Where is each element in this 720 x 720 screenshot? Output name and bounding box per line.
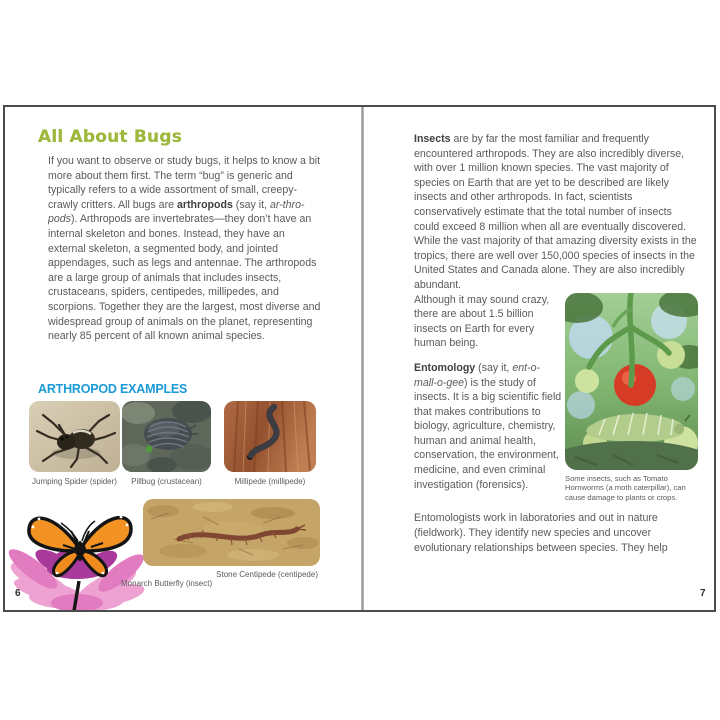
section-heading: ARTHROPOD EXAMPLES <box>38 382 188 396</box>
page-title: All About Bugs <box>38 127 183 147</box>
jumping-spider-illustration <box>29 401 120 472</box>
intro-bold-term: arthropods <box>176 198 233 211</box>
entomology-pronunciation: ent-o-mall-o-gee <box>414 361 540 389</box>
intro-pronunciation: ar-thro-pods <box>48 198 305 226</box>
page-number-right: 7 <box>700 588 706 599</box>
entomology-seg1: (say it, <box>475 361 513 374</box>
caption-monarch-butterfly: Monarch Butterfly (insect) <box>121 579 213 588</box>
intro-seg3: ). Arthropods are invertebrates—they don’t have an internal skeleton and bones. Instead, they have an external skeleton, a segmented body, and jointed appendages, such as legs and antennae. The arthropods are a large group of animals that includes insects, crustaceans, spiders, centipedes, millipedes, and scorpions. Together they are the largest, most diverse and widespread group of animals on the planet, representing nearly 85 percent of all known animal species. <box>48 213 321 343</box>
insects-lead-term: Insects <box>414 133 451 145</box>
monarch-butterfly-illustration <box>3 489 157 612</box>
insects-seg1: are by far the most familiar and frequently encountered arthropods. They are also incredibly diverse, with over 1 million known species. The vast majority of species on Earth that are yet to be described are likely insects and other arthropods. In fact, scientists conservatively estimate that the total number of insects could exceed 8 million when all are eventually discovered. While the vast majority of that amazing diversity exists in the tropics, there are well over 150,000 species of insects in the United States and Canada alone. They are also incredibly abundant. <box>414 133 697 291</box>
entomology-seg2: ) is the study of insects. It is a big scientific field that makes contributions to biology, agriculture, chemistry, human and animal health, conservation, the environment, medicine, and even criminal investigation (forensics). <box>414 376 562 491</box>
tomato-hornworm-illustration <box>565 293 698 470</box>
intro-paragraph <box>48 154 322 344</box>
millipede-photo <box>224 401 316 472</box>
caption-stone-centipede: Stone Centipede (centipede) <box>216 570 318 579</box>
entomology-paragraph <box>414 361 562 492</box>
pillbug-illustration <box>122 401 211 472</box>
book-spine-divider <box>361 107 364 610</box>
caption-pillbug: Pillbug (crustacean) <box>131 477 202 486</box>
narrow-text-column <box>414 293 562 493</box>
insects-paragraph-full <box>414 132 698 293</box>
tomato-hornworm-photo <box>565 293 698 470</box>
jumping-spider-photo <box>29 401 120 472</box>
intro-seg2: (say it, <box>232 198 270 211</box>
page-number-left: 6 <box>15 588 21 599</box>
stone-centipede-photo <box>143 499 320 566</box>
stone-centipede-illustration <box>143 499 320 566</box>
entomology-seg3: Entomologists work in laboratories and out in nature (fieldwork). They identify new species and uncover evolutionary relationships between species. They help <box>414 512 668 554</box>
entomologists-paragraph <box>414 511 698 555</box>
monarch-butterfly-photo <box>3 489 157 612</box>
open-book <box>3 105 716 612</box>
millipede-illustration <box>224 401 316 472</box>
pillbug-photo <box>122 401 211 472</box>
entomology-lead-term: Entomology <box>414 361 476 374</box>
caption-jumping-spider: Jumping Spider (spider) <box>32 477 117 486</box>
tomato-photo-caption: Some insects, such as Tomato Hornworms (a moth caterpillar), can cause damage to plants or crops. <box>565 473 686 502</box>
intro-seg1: If you want to observe or study bugs, it helps to know a bit more about them first. The term “bug” is generic and typically refers to a wide assortment of small, creepy-crawly critters. All bugs are <box>48 155 321 211</box>
photo-column <box>565 293 698 503</box>
insects-paragraph-narrow <box>414 293 562 351</box>
insects-seg2: Although it may sound crazy, there are about 1.5 billion insects on Earth for every human being. <box>414 293 550 350</box>
caption-millipede: Millipede (millipede) <box>234 477 306 486</box>
text-photo-row <box>414 293 698 503</box>
